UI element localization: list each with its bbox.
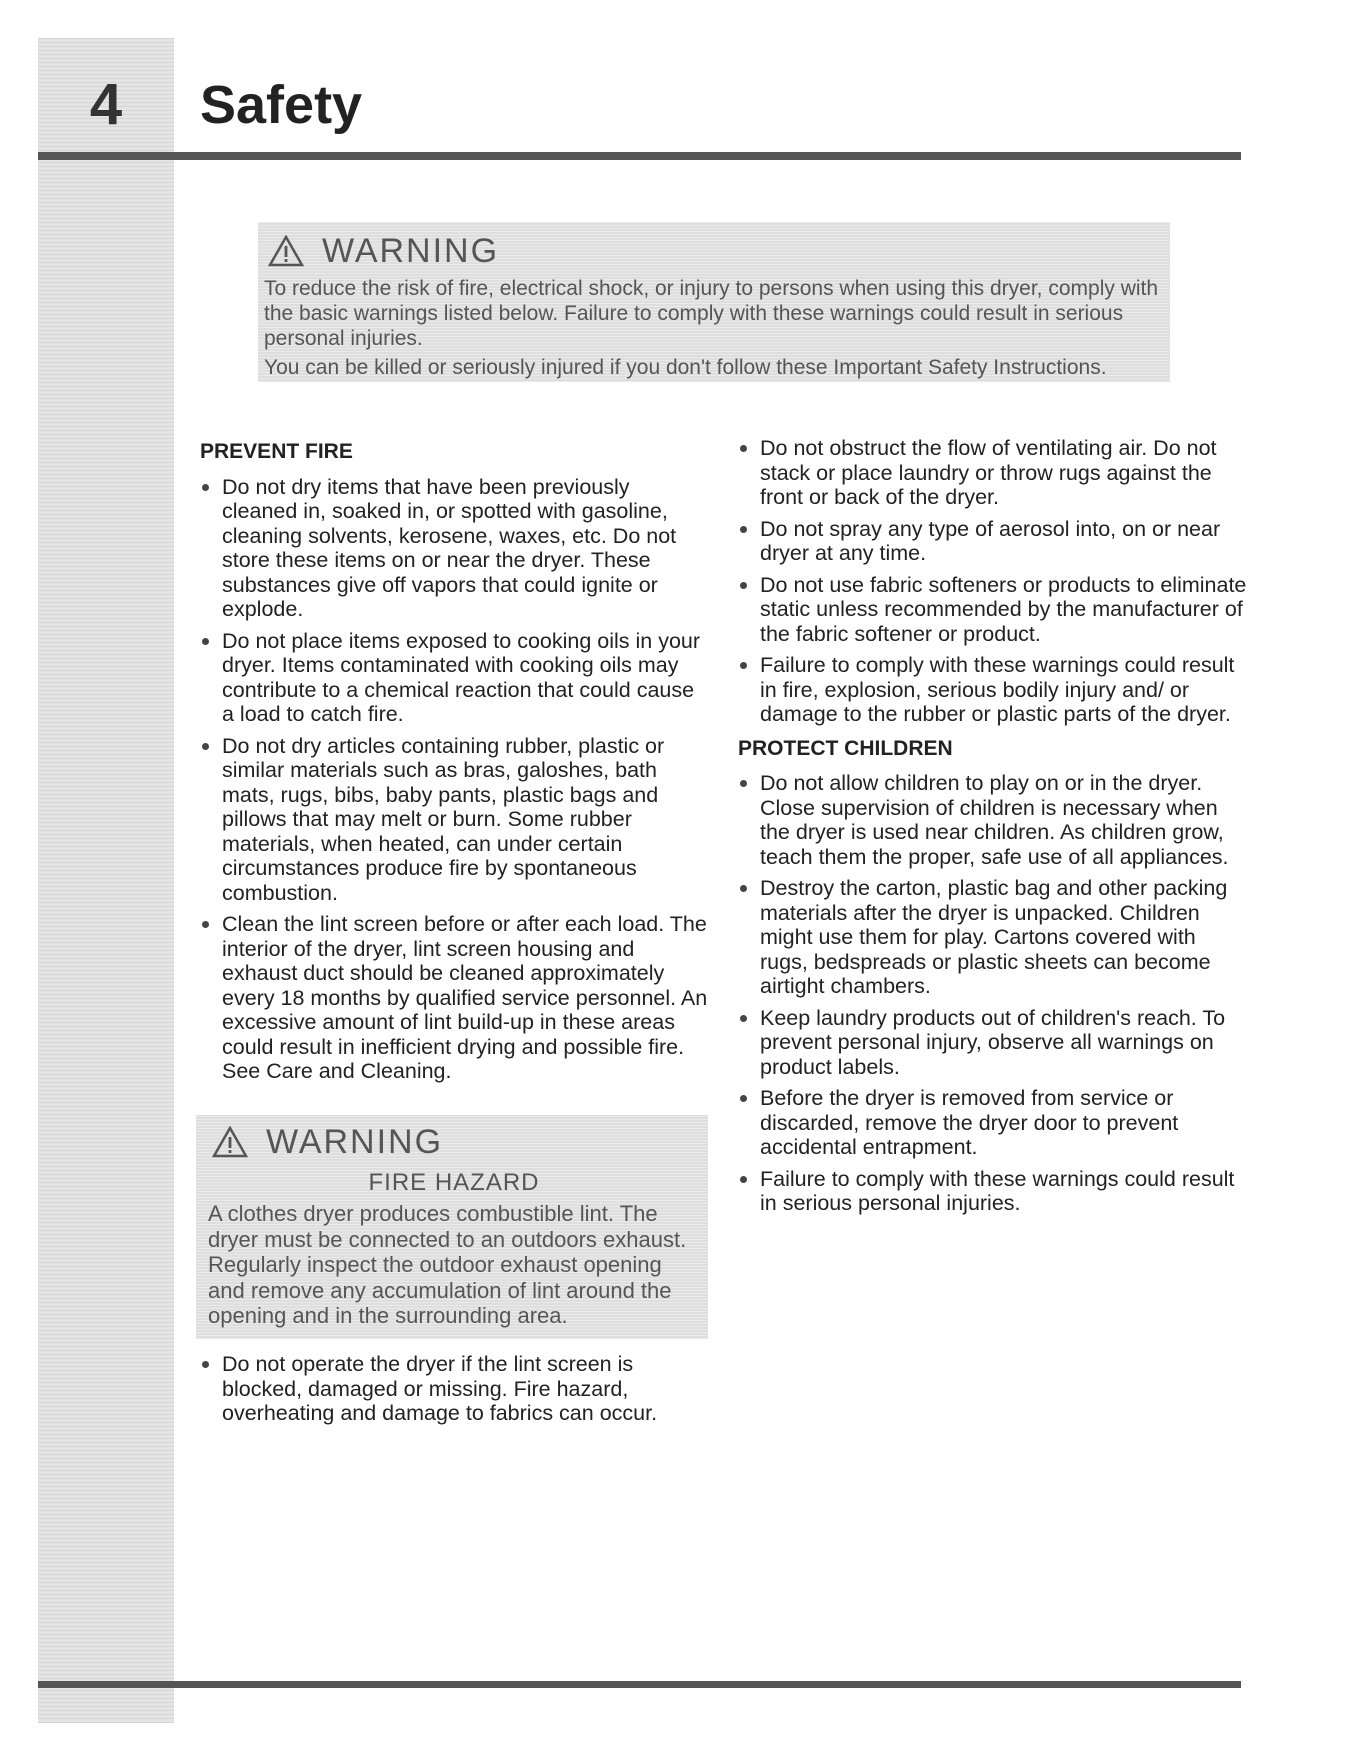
section-heading-protect-children: PROTECT CHILDREN <box>738 736 953 760</box>
warning-triangle-icon <box>268 235 304 267</box>
list-item <box>738 1086 1248 1160</box>
list-item <box>200 629 710 727</box>
right-column <box>738 436 1248 1223</box>
list-item <box>738 653 1248 727</box>
list-item <box>200 912 710 1084</box>
protect-children-list <box>738 771 1248 1216</box>
list-item-text: Do not place items exposed to cooking oils in your dryer. Items contaminated with cooking oils may contribute to a chemical reaction that could cause a load to catch fire. <box>222 628 701 726</box>
side-strip <box>38 38 174 1723</box>
list-item-text: Do not obstruct the flow of ventilating air. Do not stack or place laundry or throw rugs against the front or back of the dryer. <box>760 436 1217 509</box>
bottom-rule <box>38 1681 1241 1688</box>
right-list <box>738 436 1248 727</box>
list-item <box>738 1006 1248 1080</box>
bullet-icon <box>740 1176 747 1183</box>
top-rule <box>38 152 1241 160</box>
bullet-icon <box>740 662 747 669</box>
list-item <box>738 573 1248 647</box>
bullet-icon <box>202 921 209 928</box>
bullet-icon <box>740 445 747 452</box>
prevent-fire-list <box>200 475 710 1084</box>
list-item-text: Do not dry items that have been previously cleaned in, soaked in, or spotted with gasoline, cleaning solvents, kerosene, waxes, etc. Do not store these items on or near the dryer. These substances give off vapors that could ignite or explode. <box>222 474 677 621</box>
list-item-text: Do not operate the dryer if the lint screen is blocked, damaged or missing. Fire hazard, overheating and damage to fabrics can occur. <box>222 1352 658 1425</box>
list-item-text: Do not use fabric softeners or products to eliminate static unless recommended by the manufacturer of the fabric softener or product. <box>760 572 1247 646</box>
warning-box-top <box>258 222 1170 382</box>
list-item <box>738 876 1248 999</box>
list-item-text: Do not spray any type of aerosol into, on or near dryer at any time. <box>760 516 1221 565</box>
bullet-icon <box>202 1361 209 1368</box>
warning-label: WARNING <box>322 231 500 270</box>
warning-triangle-icon <box>212 1126 248 1158</box>
list-item <box>200 734 710 906</box>
bullet-icon <box>202 743 209 750</box>
bullet-icon <box>202 638 209 645</box>
bullet-icon <box>740 885 747 892</box>
warning-text: To reduce the risk of fire, electrical shock, or injury to persons when using this dryer, comply with the basic warnings listed below. Failure to comply with these warnings could result in serious personal injuries. <box>264 277 1159 350</box>
list-item-text: Keep laundry products out of children's reach. To prevent personal injury, observe all warnings on product labels. <box>760 1005 1226 1079</box>
bullet-icon <box>740 780 747 787</box>
warning-header <box>264 230 1160 272</box>
list-item-text: Failure to comply with these warnings could result in serious personal injuries. <box>760 1166 1235 1215</box>
list-item <box>200 1352 710 1426</box>
warning-label: WARNING <box>266 1122 444 1161</box>
bullet-icon <box>202 484 209 491</box>
warning-text: A clothes dryer produces combustible lint. The dryer must be connected to an outdoors exhaust. Regularly inspect the outdoor exhaust opening and remove any accumulation of lint around the opening and in the surrounding area. <box>208 1201 687 1328</box>
list-item-text: Before the dryer is removed from service or discarded, remove the dryer door to prevent accidental entrapment. <box>760 1086 1179 1159</box>
list-item <box>738 517 1248 566</box>
list-item-text: Destroy the carton, plastic bag and other packing materials after the dryer is unpacked. Children might use them for play. Cartons covered with rugs, bedspreads or plastic sheets can become airtight chambers. <box>760 876 1228 998</box>
list-item-text: Failure to comply with these warnings could result in fire, explosion, serious bodily injury and/ or damage to the rubber or plastic parts of the dryer. <box>760 653 1235 726</box>
warning-text-secondary: You can be killed or seriously injured if you don't follow these Important Safety Instructions. <box>264 356 1107 379</box>
list-item <box>738 1167 1248 1216</box>
warning-header <box>208 1121 700 1163</box>
bullet-icon <box>740 1015 747 1022</box>
list-item <box>738 771 1248 869</box>
left-column-bottom <box>200 1352 710 1433</box>
fire-hazard-subtitle: FIRE HAZARD <box>368 1169 540 1196</box>
list-item-text: Do not allow children to play on or in the dryer. Close supervision of children is necessary when the dryer is used near children. As children grow, teach them the proper, safe use of all appliances. <box>760 771 1229 869</box>
bullet-icon <box>740 1095 747 1102</box>
bullet-icon <box>740 582 747 589</box>
list-item-text: Do not dry articles containing rubber, plastic or similar materials such as bras, galoshes, bath mats, rugs, bibs, baby pants, plastic bags and pillows that may melt or burn. Some rubber materials, when heated, can under certain circumstances produce fire by spontaneous combustion. <box>222 733 665 905</box>
list-item <box>738 436 1248 510</box>
warning-box-fire-hazard <box>196 1115 708 1339</box>
left-bottom-list <box>200 1352 710 1426</box>
list-item <box>200 475 710 622</box>
section-heading-prevent-fire: PREVENT FIRE <box>200 440 353 463</box>
left-column <box>200 436 710 1091</box>
bullet-icon <box>740 526 747 533</box>
page-title: Safety <box>200 75 363 135</box>
list-item-text: Clean the lint screen before or after each load. The interior of the dryer, lint screen housing and exhaust duct should be cleaned approximately every 18 months by qualified service personnel. An excessive amount of lint build-up in these areas could result in inefficient drying and possible fire. See Care and Cleaning. <box>222 912 708 1083</box>
page-number: 4 <box>89 72 123 137</box>
